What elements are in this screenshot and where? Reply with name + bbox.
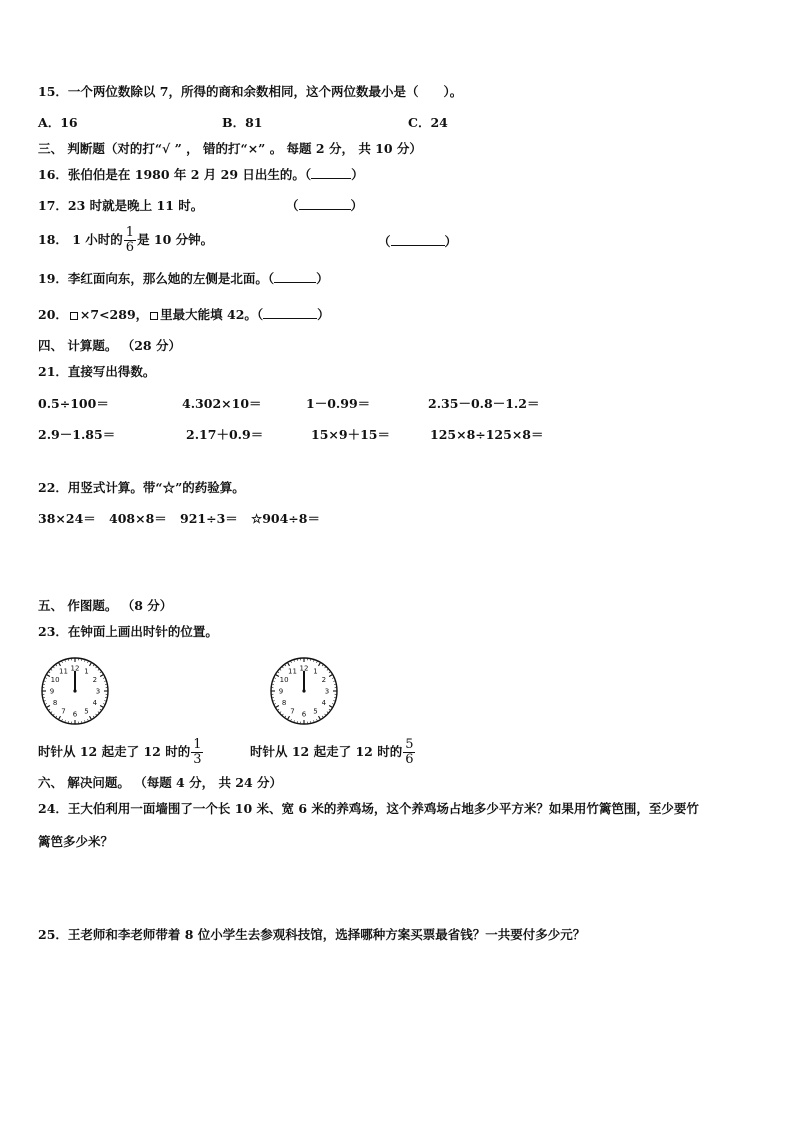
q17-open: （ (286, 198, 299, 213)
clock-number: 11 (288, 667, 297, 676)
q21-item: 1－0.99＝ (306, 396, 371, 411)
section-4-title: 四、 计算题。 （28 分） (38, 338, 181, 353)
clock-number: 3 (95, 687, 101, 696)
clock-number: 12 (299, 664, 309, 673)
q17-answer (286, 198, 363, 214)
q21-item: 2.35－0.8－1.2＝ (428, 396, 540, 411)
q21-item: 2.17＋0.9＝ (186, 427, 264, 442)
clock-number: 11 (59, 667, 68, 676)
clock-number: 5 (84, 707, 89, 716)
clock-number: 1 (313, 667, 318, 676)
clock-center (302, 689, 305, 692)
q24-line-2: 篱笆多少米？ (38, 834, 114, 849)
q15-option-c: C．24 (408, 115, 448, 130)
clock-number: 8 (281, 699, 287, 707)
q16 (38, 167, 364, 183)
q16-close: ） (351, 167, 364, 182)
caption-2-den: 6 (405, 752, 414, 767)
clock-number: 9 (278, 687, 284, 696)
q23-caption-1 (38, 737, 204, 767)
q17-answer-blank[interactable] (299, 198, 351, 210)
q20-prefix: 20． (38, 307, 68, 322)
clock-center (73, 689, 76, 692)
q17-text: 17．23 时就是晚上 11 时。 (38, 198, 204, 213)
q21-item: 0.5÷100＝ (38, 396, 109, 411)
clock-number: 7 (290, 707, 295, 716)
q23-text: 23．在钟面上画出时针的位置。 (38, 624, 218, 639)
clock-number: 7 (61, 707, 66, 716)
q19 (38, 271, 329, 287)
q17-close: ） (350, 198, 364, 213)
q18 (38, 225, 213, 255)
clock-face-1[interactable] (38, 654, 112, 728)
q18-close: ） (444, 234, 458, 249)
q19-text: 19．李红面向东，那么她的左侧是北面。（ (38, 271, 275, 286)
clock-number: 8 (52, 699, 58, 707)
clock-number: 1 (84, 667, 89, 676)
q22-item: ☆904÷8＝ (251, 511, 320, 526)
section-5-title: 五、 作图题。 （8 分） (38, 598, 173, 613)
caption-1-fraction (191, 738, 203, 767)
q20-suffix: 里最大能填 42。（ (160, 307, 264, 322)
q18-fraction (124, 226, 136, 255)
q25-text: 25．王老师和李老师带着 8 位小学生去参观科技馆，选择哪种方案买票最省钱？一共要付多少元？ (38, 927, 586, 942)
q19-close: ） (316, 271, 329, 286)
caption-2-text: 时针从 12 起走了 12 时的 (250, 744, 403, 759)
box-placeholder-icon (150, 312, 158, 320)
clock-face-2[interactable] (267, 654, 341, 728)
q20 (38, 307, 330, 323)
clock-number: 2 (321, 676, 327, 684)
q20-mid: ×7<289， (79, 307, 149, 322)
clock-number: 4 (92, 699, 98, 707)
q21-item: 15×9＋15＝ (311, 427, 390, 442)
q18-open: （ (378, 234, 391, 249)
q20-close: ） (317, 307, 330, 322)
clock-number: 10 (279, 676, 289, 684)
clock-number: 3 (324, 687, 330, 696)
q21-item: 4.302×10＝ (182, 396, 262, 411)
q22-item: 921÷3＝ (180, 511, 238, 526)
q18-answer-blank[interactable] (391, 234, 445, 246)
clock-number: 6 (72, 710, 78, 719)
section-3-title: 三、 判断题（对的打“√ ” ， 错的打“×” 。 每题 2 分， 共 10 分） (38, 141, 422, 156)
clock-number: 12 (70, 664, 80, 673)
q18-frac-num: 1 (125, 225, 135, 240)
q18-frac-den: 6 (125, 240, 135, 255)
clock-number: 4 (321, 699, 327, 707)
q18-prefix: 18． 1 小时的 (38, 232, 123, 247)
caption-1-den: 3 (193, 752, 202, 767)
q19-answer-blank[interactable] (274, 271, 316, 283)
q18-answer (378, 234, 457, 250)
q15-text: 15．一个两位数除以 7，所得的商和余数相同，这个两位数最小是（ ）。 (38, 84, 463, 99)
box-placeholder-icon (70, 312, 78, 320)
q22-text: 22．用竖式计算。带“☆”的药验算。 (38, 480, 245, 495)
q22-item: 408×8＝ (109, 511, 167, 526)
clock-number: 5 (313, 707, 318, 716)
section-6-title: 六、 解决问题。 （每题 4 分， 共 24 分） (38, 775, 283, 790)
q15-option-b: B．81 (222, 115, 263, 130)
clock-number: 6 (301, 710, 307, 719)
q24-line-1: 24．王大伯利用一面墙围了一个长 10 米、宽 6 米的养鸡场，这个养鸡场占地多少平方米？如果用竹篱笆围，至少要竹 (38, 801, 699, 816)
clock-number: 9 (49, 687, 55, 696)
q20-answer-blank[interactable] (263, 307, 317, 319)
q22-item: 38×24＝ (38, 511, 96, 526)
clock-number: 2 (92, 676, 98, 684)
q21-item: 125×8÷125×8＝ (430, 427, 544, 442)
q16-text: 16．张伯伯是在 1980 年 2 月 29 日出生的。（ (38, 167, 312, 182)
q21-text: 21．直接写出得数。 (38, 364, 156, 379)
q18-suffix: 是 10 分钟。 (137, 232, 214, 247)
caption-1-text: 时针从 12 起走了 12 时的 (38, 744, 191, 759)
q15-option-a: A．16 (38, 115, 78, 130)
caption-1-num: 1 (193, 737, 202, 752)
q21-item: 2.9－1.85＝ (38, 427, 116, 442)
caption-2-num: 5 (405, 737, 414, 752)
clock-number: 10 (50, 676, 60, 684)
caption-2-fraction (403, 738, 415, 767)
q23-caption-2 (250, 737, 416, 767)
q16-answer-blank[interactable] (311, 167, 351, 179)
